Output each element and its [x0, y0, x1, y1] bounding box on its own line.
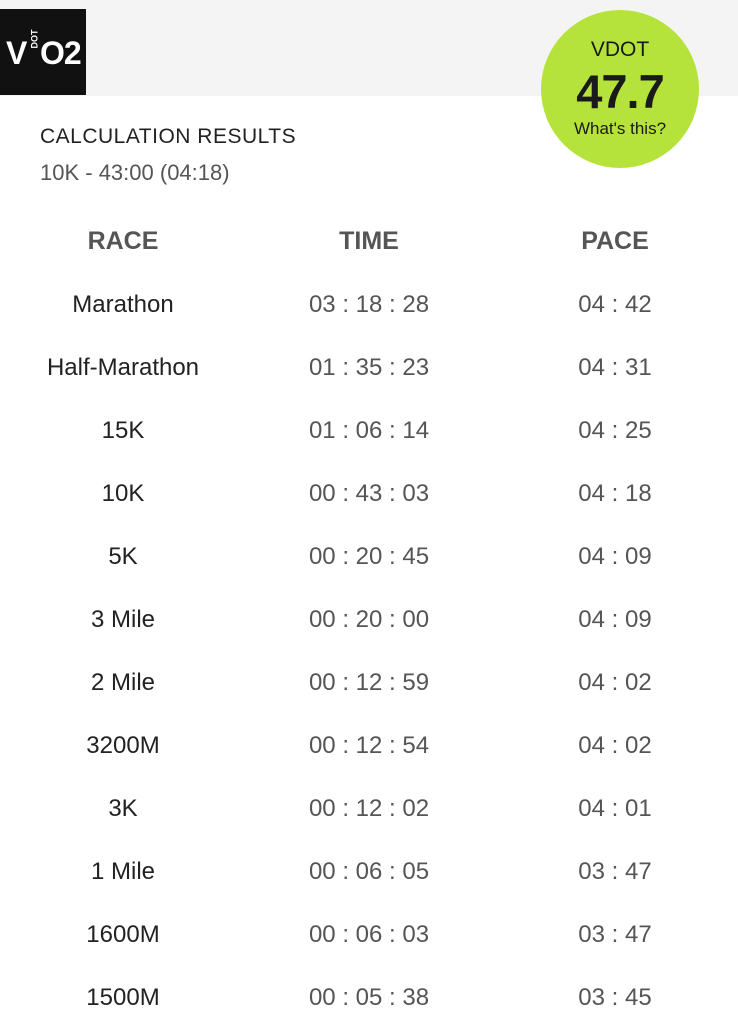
pace-cell: 03 : 45 — [578, 983, 652, 1011]
time-cell: 01 : 35 : 23 — [308, 353, 430, 381]
pace-cell: 04 : 31 — [578, 353, 652, 381]
table-row — [0, 840, 738, 903]
pace-cell: 04 : 09 — [578, 605, 652, 633]
vdot-badge[interactable] — [541, 10, 699, 168]
whats-this-link[interactable]: What's this? — [573, 119, 667, 138]
logo-o2: O2 — [40, 35, 81, 71]
race-cell: Half-Marathon — [46, 353, 200, 381]
table-row — [0, 903, 738, 966]
time-cell: 00 : 20 : 45 — [308, 542, 430, 570]
pace-column-header: PACE — [581, 227, 649, 255]
pace-cell: 04 : 42 — [578, 290, 652, 318]
time-cell: 00 : 06 : 05 — [308, 857, 430, 885]
race-cell: 10K — [101, 479, 145, 507]
time-cell: 00 : 12 : 02 — [308, 794, 430, 822]
table-row — [0, 462, 738, 525]
race-column-header: RACE — [87, 227, 159, 255]
time-cell: 00 : 12 : 59 — [308, 668, 430, 696]
vdot-label: VDOT — [590, 38, 650, 61]
race-cell: Marathon — [72, 290, 174, 318]
time-cell: 00 : 05 : 38 — [308, 983, 430, 1011]
vdot-o2-logo[interactable] — [0, 9, 86, 95]
results-summary: 10K - 43:00 (04:18) — [40, 160, 230, 185]
pace-cell: 03 : 47 — [578, 857, 652, 885]
race-cell: 1 Mile — [90, 857, 156, 885]
table-row — [0, 399, 738, 462]
race-cell: 3200M — [86, 731, 160, 759]
logo-dot: DOT — [29, 29, 40, 49]
race-cell: 5K — [108, 542, 138, 570]
pace-cell: 04 : 02 — [578, 731, 652, 759]
race-cell: 1600M — [86, 920, 160, 948]
table-row — [0, 651, 738, 714]
table-row — [0, 966, 738, 1024]
pace-cell: 04 : 01 — [578, 794, 652, 822]
table-row — [0, 525, 738, 588]
pace-cell: 04 : 09 — [578, 542, 652, 570]
time-cell: 00 : 20 : 00 — [308, 605, 430, 633]
results-heading: CALCULATION RESULTS — [40, 125, 297, 148]
vdot-value: 47.7 — [576, 65, 664, 118]
logo-v: V — [6, 35, 27, 71]
time-cell: 01 : 06 : 14 — [308, 416, 430, 444]
race-cell: 3K — [108, 794, 138, 822]
time-column-header: TIME — [339, 227, 399, 255]
time-cell: 03 : 18 : 28 — [308, 290, 430, 318]
race-cell: 15K — [101, 416, 145, 444]
time-cell: 00 : 43 : 03 — [308, 479, 430, 507]
time-cell: 00 : 06 : 03 — [308, 920, 430, 948]
time-cell: 00 : 12 : 54 — [308, 731, 430, 759]
pace-cell: 04 : 25 — [578, 416, 652, 444]
table-header-row — [0, 210, 738, 273]
table-row — [0, 714, 738, 777]
table-row — [0, 777, 738, 840]
table-row — [0, 336, 738, 399]
pace-cell: 04 : 18 — [578, 479, 652, 507]
race-cell: 1500M — [86, 983, 160, 1011]
table-row — [0, 588, 738, 651]
pace-cell: 03 : 47 — [578, 920, 652, 948]
results-table — [0, 210, 738, 1024]
race-cell: 2 Mile — [90, 668, 156, 696]
pace-cell: 04 : 02 — [578, 668, 652, 696]
race-cell: 3 Mile — [90, 605, 156, 633]
table-row — [0, 273, 738, 336]
